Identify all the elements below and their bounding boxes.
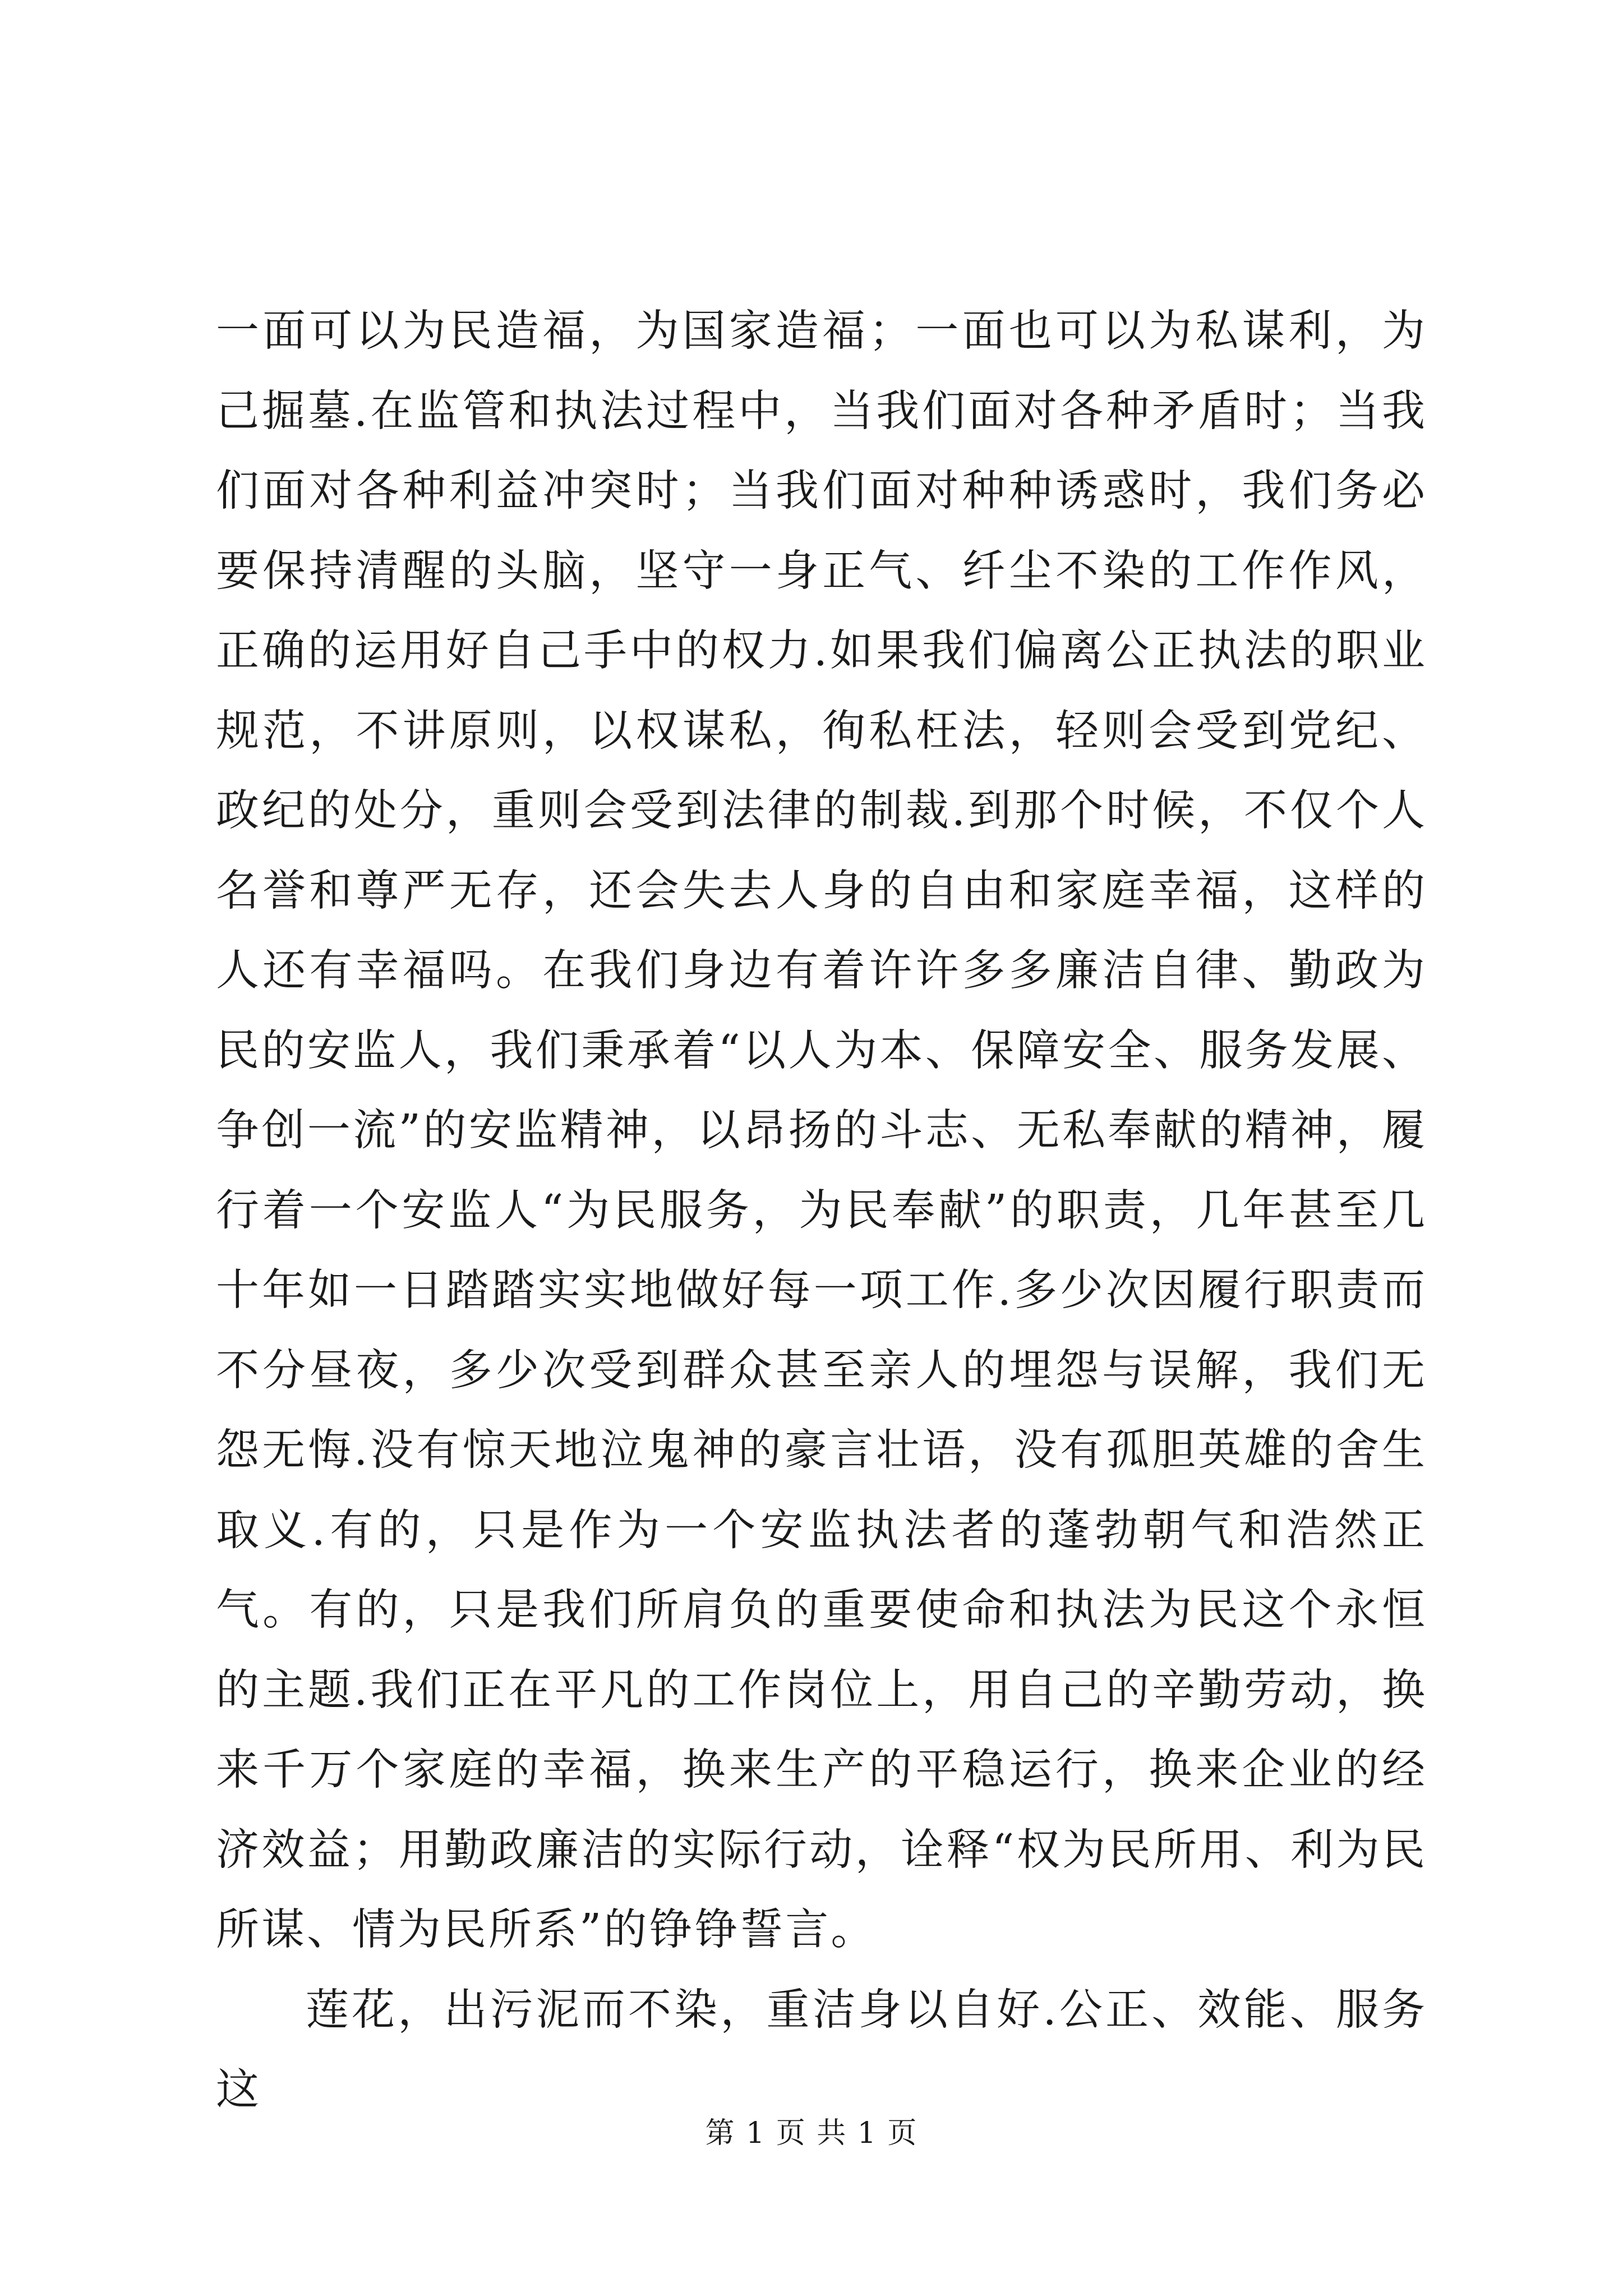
paragraph-1: 一面可以为民造福，为国家造福；一面也可以为私谋利，为己掘墓.在监管和执法过程中，当我们面对各种矛盾时；当我们面对各种利益冲突时；当我们面对种种诱惑时，我们务必要保持清醒的头脑，坚守一身正气、纤尘不染的工作作风，正确的运用好自己手中的权力.如果我们偏离公正执法的职业规范，不讲原则，以权谋私，徇私枉法，轻则会受到党纪、政纪的处分，重则会受到法律的制裁.到那个时候，不仅个人名誉和尊严无存，还会失去人身的自由和家庭幸福，这样的人还有幸福吗。在我们身边有着许许多多廉洁自律、勤政为民的安监人，我们秉承着“以人为本、保障安全、服务发展、争创一流”的安监精神，以昂扬的斗志、无私奉献的精神，履行着一个安监人“为民服务，为民奉献”的职责，几年甚至几十年如一日踏踏实实地做好每一项工作.多少次因履行职责而不分昼夜，多少次受到群众甚至亲人的埋怨与误解，我们无怨无悔.没有惊天地泣鬼神的豪言壮语，没有孤胆英雄的舍生取义.有的，只是作为一个安监执法者的蓬勃朝气和浩然正气。有的，只是我们所肩负的重要使命和执法为民这个永恒的主题.我们正在平凡的工作岗位上，用自己的辛勤劳动，换来千万个家庭的幸福，换来生产的平稳运行，换来企业的经济效益；用勤政廉洁的实际行动，诠释“权为民所用、利为民所谋、情为民所系”的铮铮誓言。 <box>216 306 1427 1955</box>
body-text <box>216 292 1427 2131</box>
paragraph-2: 莲花，出污泥而不染，重洁身以自好.公正、效能、服务这 <box>216 1985 1427 2115</box>
page-number-footer: 第 1 页 共 1 页 <box>705 2116 918 2150</box>
